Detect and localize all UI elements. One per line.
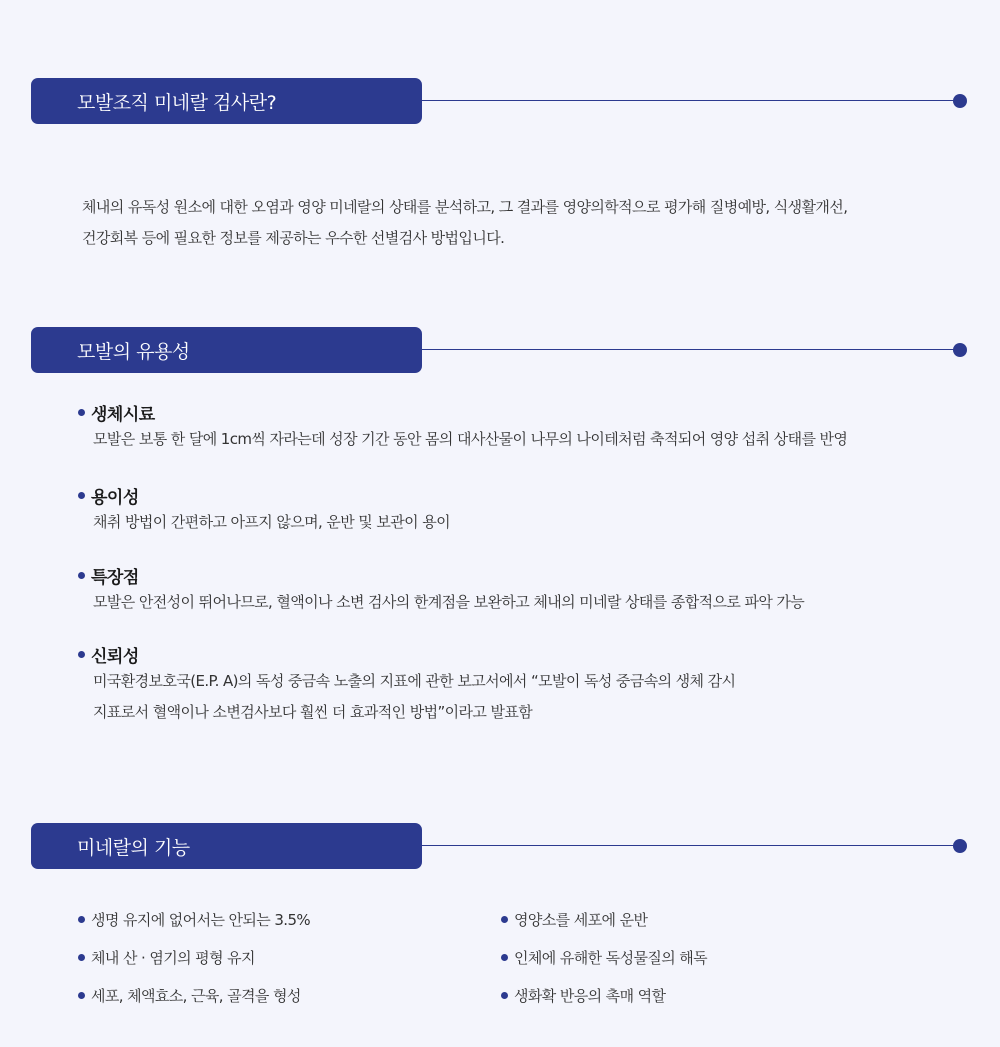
list-item-text: 생화확 반응의 촉매 역할: [514, 986, 666, 1005]
list-item-text: 인체에 유해한 독성물질의 해독: [514, 948, 708, 967]
section-header-function: [31, 823, 967, 869]
list-item: [78, 976, 310, 1014]
usefulness-item-desc: [78, 424, 978, 455]
header-divider-line: [422, 100, 959, 101]
list-item: [78, 938, 310, 976]
mineral-function-list-left: [78, 900, 310, 1014]
list-item-text: 영양소를 세포에 운반: [514, 910, 648, 929]
section-title-pill: [31, 78, 422, 124]
list-item: [501, 900, 707, 938]
desc-line: 채취 방법이 간편하고 아프지 않으며, 운반 및 보관이 용이: [93, 513, 450, 531]
bullet-icon: [78, 954, 85, 961]
mineral-function-list-right: [501, 900, 707, 1014]
list-item: [501, 938, 707, 976]
intro-line: 체내의 유독성 원소에 대한 오염과 영양 미네랄의 상태를 분석하고, 그 결과를 영양의학적으로 평가해 질병예방, 식생활개선,: [82, 198, 848, 216]
usefulness-item-title: 생체시료: [91, 404, 155, 425]
header-end-dot: [953, 94, 967, 108]
bullet-icon: [78, 992, 85, 999]
usefulness-item-strength: [78, 563, 978, 618]
header-end-dot: [953, 839, 967, 853]
usefulness-item-desc: [78, 587, 978, 618]
usefulness-item-reliability: [78, 642, 978, 728]
section-title: 모발의 유용성: [77, 340, 190, 363]
usefulness-item-desc: [78, 507, 978, 538]
usefulness-item-biosample: [78, 400, 978, 455]
section-title: 미네랄의 기능: [77, 836, 190, 859]
bullet-icon: [78, 916, 85, 923]
bullet-icon: [501, 954, 508, 961]
bullet-icon: [501, 916, 508, 923]
bullet-icon: [78, 572, 85, 579]
bullet-icon: [78, 409, 85, 416]
bullet-icon: [501, 992, 508, 999]
usefulness-item-title: 특장점: [91, 567, 139, 588]
bullet-icon: [78, 492, 85, 499]
list-item-text: 세포, 체액효소, 근육, 골격을 형성: [91, 986, 301, 1005]
desc-line: 모발은 보통 한 달에 1cm씩 자라는데 성장 기간 동안 몸의 대사산물이 나무의 나이테처럼 축적되어 영양 섭취 상태를 반영: [93, 430, 848, 448]
bullet-icon: [78, 651, 85, 658]
section-header-definition: [31, 78, 967, 124]
section-header-usefulness: [31, 327, 967, 373]
usefulness-item-ease: [78, 483, 978, 538]
header-divider-line: [422, 349, 959, 350]
desc-line: 모발은 안전성이 뛰어나므로, 혈액이나 소변 검사의 한계점을 보완하고 체내의 미네랄 상태를 종합적으로 파악 가능: [93, 593, 805, 611]
intro-line: 건강회복 등에 필요한 정보를 제공하는 우수한 선별검사 방법입니다.: [82, 229, 505, 247]
list-item: [78, 900, 310, 938]
header-end-dot: [953, 343, 967, 357]
list-item: [501, 976, 707, 1014]
list-item-text: 생명 유지에 없어서는 안되는 3.5%: [91, 910, 311, 929]
intro-paragraph: [82, 192, 962, 254]
desc-line: 지표로서 혈액이나 소변검사보다 훨씬 더 효과적인 방법”이라고 발표함: [93, 703, 533, 721]
section-title-pill: [31, 327, 422, 373]
section-title: 모발조직 미네랄 검사란?: [77, 91, 277, 114]
usefulness-item-desc: [78, 666, 978, 728]
usefulness-item-title: 용이성: [91, 487, 139, 508]
header-divider-line: [422, 845, 959, 846]
list-item-text: 체내 산 · 염기의 평형 유지: [91, 948, 255, 967]
usefulness-item-title: 신뢰성: [91, 646, 139, 667]
section-title-pill: [31, 823, 422, 869]
desc-line: 미국환경보호국(E.P. A)의 독성 중금속 노출의 지표에 관한 보고서에서 “모발이 독성 중금속의 생체 감시: [93, 672, 736, 690]
